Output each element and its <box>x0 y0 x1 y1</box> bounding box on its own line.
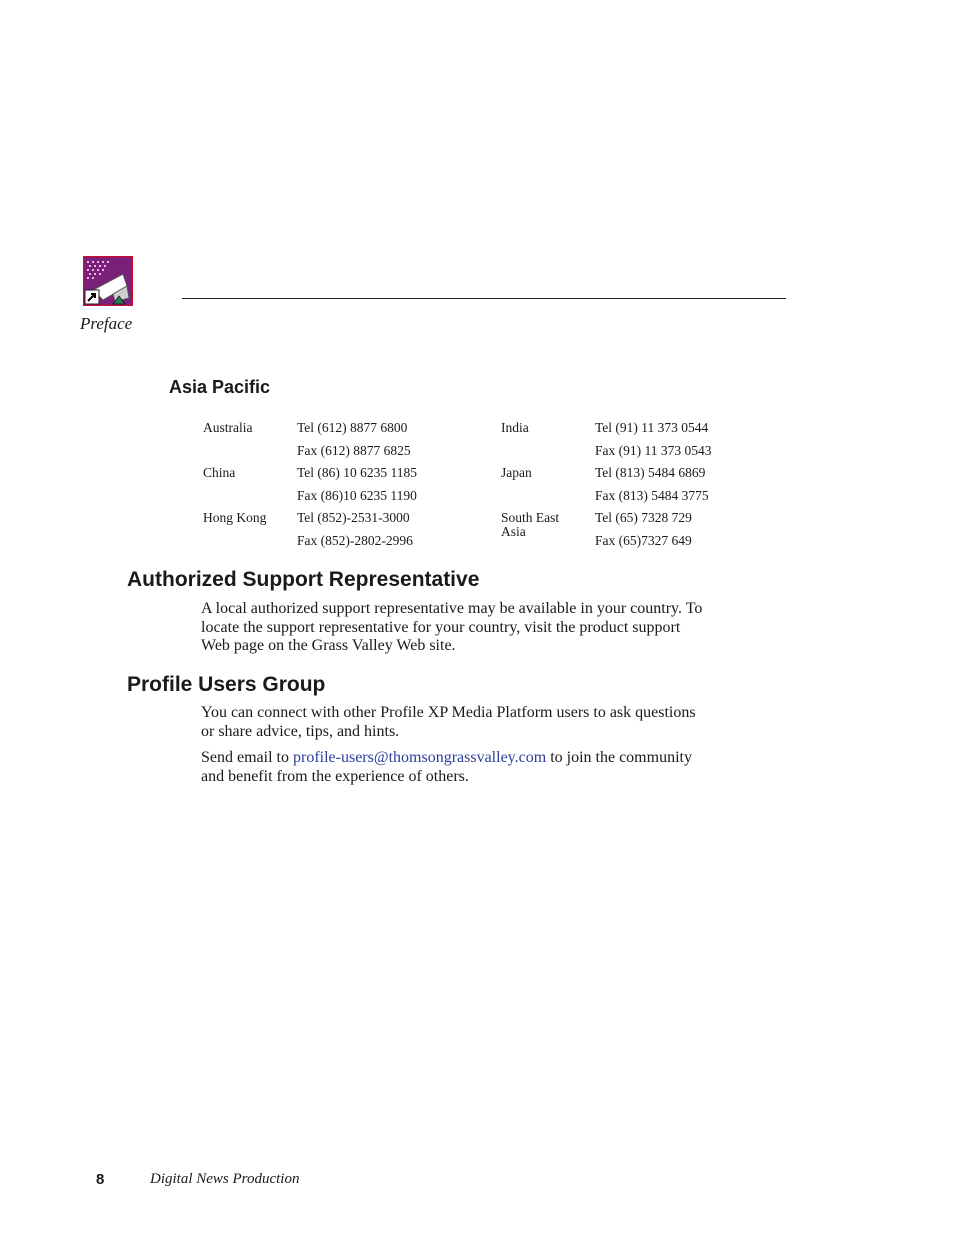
phone-number: Tel (813) 5484 6869 <box>595 465 706 480</box>
fax-number: Fax (813) 5484 3775 <box>595 488 709 503</box>
region-name-continued: Asia <box>501 524 526 539</box>
paragraph-line: You can connect with other Profile XP Media Platform users to ask questions <box>201 704 696 721</box>
email-prefix-text: Send email to <box>201 749 293 766</box>
paragraph-line: A local authorized support representative may be available in your country. To <box>201 600 703 617</box>
authorized-support-heading: Authorized Support Representative <box>127 568 480 591</box>
digital-news-production-icon <box>83 256 133 306</box>
phone-number: Tel (91) 11 373 0544 <box>595 420 709 435</box>
region-name: Hong Kong <box>203 510 267 525</box>
paragraph-line: and benefit from the experience of others. <box>201 767 469 785</box>
authorized-support-paragraph <box>201 600 746 656</box>
fax-number: Fax (91) 11 373 0543 <box>595 443 712 458</box>
fax-number: Fax (852)-2802-2996 <box>297 533 413 548</box>
paragraph-line: Web page on the Grass Valley Web site. <box>201 637 456 654</box>
fax-number: Fax (86)10 6235 1190 <box>297 488 417 503</box>
paragraph-line: locate the support representative for your country, visit the product support <box>201 618 681 636</box>
phone-number: Tel (86) 10 6235 1185 <box>297 465 418 480</box>
phone-number: Tel (65) 7328 729 <box>595 510 692 525</box>
header-rule <box>182 298 786 299</box>
asia-pacific-heading: Asia Pacific <box>169 377 271 397</box>
page-number: 8 <box>96 1171 105 1188</box>
fax-number: Fax (612) 8877 6825 <box>297 443 411 458</box>
email-suffix-text: to join the community <box>546 749 692 766</box>
paragraph-line <box>201 749 746 768</box>
region-name: China <box>203 465 236 480</box>
profile-users-heading: Profile Users Group <box>127 673 326 696</box>
phone-number: Tel (612) 8877 6800 <box>297 420 408 435</box>
phone-number: Tel (852)-2531-3000 <box>297 510 410 525</box>
section-label: Preface <box>80 314 133 333</box>
profile-users-paragraph-2 <box>201 749 746 786</box>
profile-users-paragraph-1 <box>201 704 746 741</box>
book-title: Digital News Production <box>150 1171 300 1187</box>
region-name: Australia <box>203 420 253 435</box>
region-name: South East <box>501 510 560 525</box>
fax-number: Fax (65)7327 649 <box>595 533 692 548</box>
region-name: Japan <box>501 465 532 480</box>
paragraph-line: or share advice, tips, and hints. <box>201 722 400 740</box>
email-link[interactable]: profile-users@thomsongrassvalley.com <box>292 749 547 766</box>
region-name: India <box>501 420 529 435</box>
